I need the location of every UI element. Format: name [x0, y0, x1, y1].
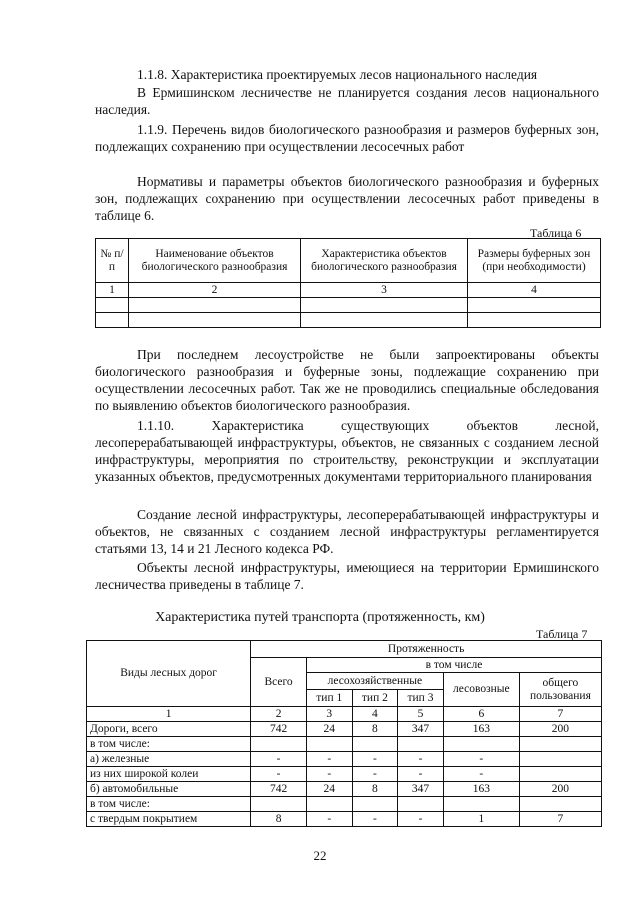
t7-number: 7 — [519, 707, 601, 722]
section-1-1-9-title: 1.1.9. Перечень видов биологического разнообразия и размеров буферных зон, подлежащих сохранению при осуществлении лесосечных работ — [95, 122, 599, 154]
table7-label: Таблица 7 — [536, 627, 588, 641]
table-row: Дороги, всего 742 24 8 347 163 200 — [87, 722, 602, 737]
table6 — [95, 238, 601, 328]
table-row: из них широкой колеи - - - - - — [87, 767, 602, 782]
table-row: с твердым покрытием 8 - - - 1 7 — [87, 812, 602, 827]
table-row: в том числе: — [87, 737, 602, 752]
t7-h-type3: тип 3 — [398, 690, 444, 707]
table6-header: Размеры буферных зон (при необходимости) — [468, 239, 601, 283]
table7 — [86, 640, 602, 827]
table6-number: 3 — [301, 283, 468, 298]
t7-h-incl: в том числе — [306, 658, 601, 673]
section-1-1-10-text2: Объекты лесной инфраструктуры, имеющиеся на территории Ермишинского лесничества приведены в таблице 7. — [95, 560, 599, 592]
table6-label: Таблица 6 — [530, 226, 582, 240]
t7-number: 1 — [87, 707, 251, 722]
t7-h-common: общего пользования — [519, 673, 601, 707]
section-1-1-10-text1: Создание лесной инфраструктуры, лесоперерабатывающей инфраструктуры и объектов, не связанных с созданием лесной инфраструктуры регламентируется статьями 13, 14 и 21 Лесного кодекса РФ. — [95, 507, 599, 556]
section-1-1-8-title: 1.1.8. Характеристика проектируемых лесов национального наследия — [137, 67, 538, 82]
page-number: 22 — [313, 848, 327, 863]
table6-number: 2 — [129, 283, 301, 298]
table6-number: 1 — [96, 283, 129, 298]
t7-number: 5 — [398, 707, 444, 722]
table6-header: № п/п — [96, 239, 129, 283]
table6-header: Характеристика объектов биологического разнообразия — [301, 239, 468, 283]
table-row: а) железные - - - - - — [87, 752, 602, 767]
section-1-1-9-text: Нормативы и параметры объектов биологического разнообразия и буферных зон, подлежащих сохранению при осуществлении лесосечных работ приведены в таблице 6. — [95, 174, 599, 223]
section-1-1-8-text: В Ермишинском лесничестве не планируется создания лесов национального наследия. — [95, 85, 599, 117]
table7-caption: Характеристика путей транспорта (протяженность, км) — [155, 610, 485, 625]
t7-h-haul: лесовозные — [443, 673, 519, 707]
table-row: в том числе: — [87, 797, 602, 812]
table6-empty-row — [96, 313, 601, 328]
t7-h-forestry: лесохозяйственные — [306, 673, 443, 690]
table6-number: 4 — [468, 283, 601, 298]
after-table6-text: При последнем лесоустройстве не были запроектированы объекты биологического разнообразия и буферные зоны, подлежащие сохранению при осуществлении лесосечных работ. Так же не проводились специальные обследования по выявлению объектов биологического разнообразия. — [95, 347, 599, 413]
t7-h-type1: тип 1 — [306, 690, 352, 707]
t7-h-types: Виды лесных дорог — [87, 641, 251, 707]
t7-number: 6 — [443, 707, 519, 722]
section-1-1-10-title: 1.1.10. Характеристика существующих объектов лесной, лесоперерабатывающей инфраструктуры, объектов, не связанных с созданием лесной инфраструктуры, мероприятия по строительству, реконструкции и эксплуатации указанных объектов, предусмотренных документами территориального планирования — [95, 418, 599, 484]
t7-number: 2 — [251, 707, 307, 722]
t7-number: 4 — [352, 707, 398, 722]
table6-empty-row — [96, 298, 601, 313]
table6-header: Наименование объектов биологического разнообразия — [129, 239, 301, 283]
t7-h-type2: тип 2 — [352, 690, 398, 707]
table-row: б) автомобильные 742 24 8 347 163 200 — [87, 782, 602, 797]
t7-number: 3 — [306, 707, 352, 722]
t7-h-total: Всего — [251, 658, 307, 707]
t7-h-length: Протяженность — [251, 641, 602, 658]
